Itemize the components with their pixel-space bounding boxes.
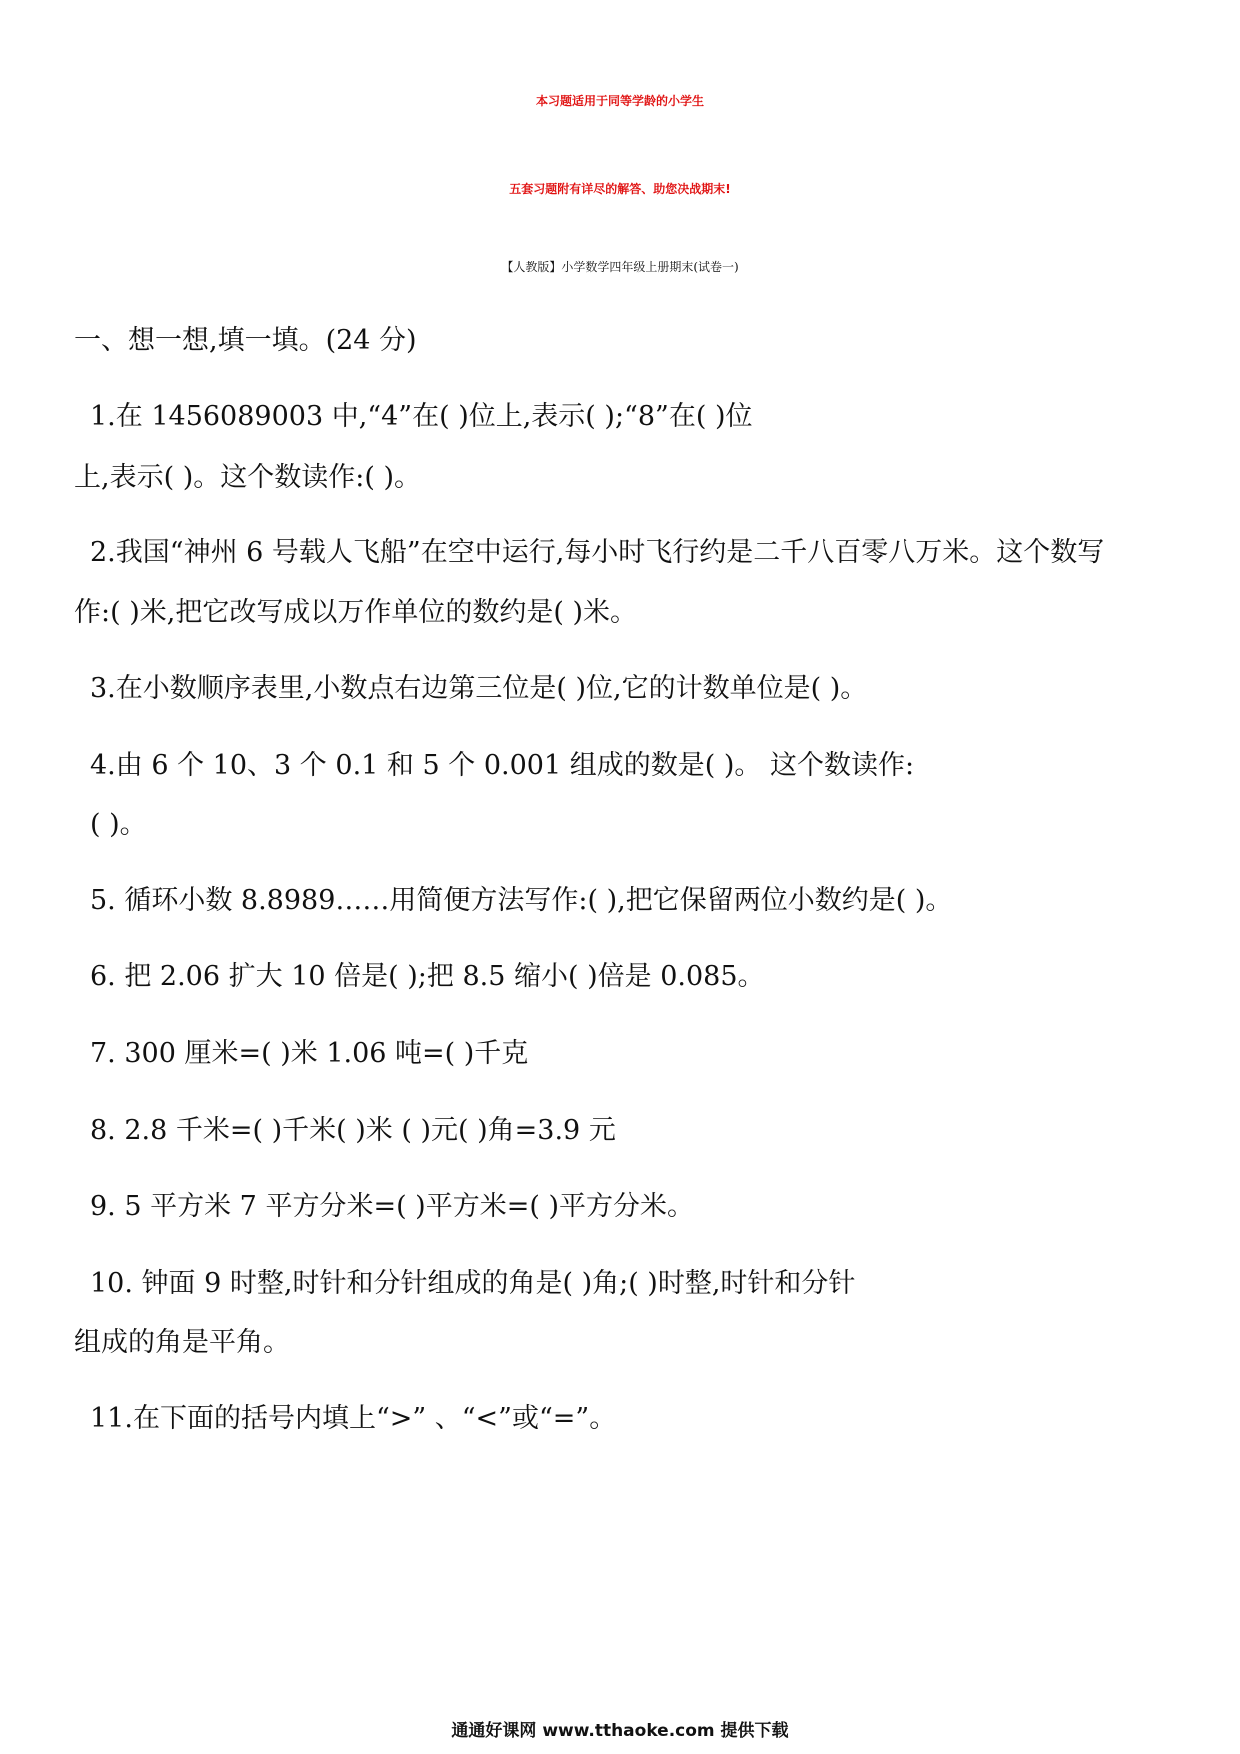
- question-1-line-2: 上,表示( )。这个数读作:( )。: [74, 462, 421, 493]
- exam-title: 【人教版】小学数学四年级上册期末(试卷一): [501, 260, 739, 274]
- question-9: 9. 5 平方米 7 平方分米=( )平方米=( )平方分米。: [90, 1191, 694, 1222]
- question-2-line-2: 作:( )米,把它改写成以万作单位的数约是( )米。: [74, 597, 637, 628]
- question-5: 5. 循环小数 8.8989……用简便方法写作:( ),把它保留两位小数约是( )。: [90, 885, 953, 916]
- notice-line-1: 本习题适用于同等学龄的小学生: [535, 94, 704, 108]
- question-6: 6. 把 2.06 扩大 10 倍是( );把 8.5 缩小( )倍是 0.085。: [90, 961, 765, 992]
- notice-line-2: 五套习题附有详尽的解答、助您决战期末!: [509, 182, 731, 196]
- question-10-line-2: 组成的角是平角。: [74, 1327, 290, 1358]
- question-4-line-1: 4.由 6 个 10、3 个 0.1 和 5 个 0.001 组成的数是( )。 这个数读作:: [90, 750, 915, 781]
- footer-source: 通通好课网 www.tthaoke.com 提供下载: [451, 1721, 789, 1741]
- question-7: 7. 300 厘米=( )米 1.06 吨=( )千克: [90, 1038, 529, 1069]
- question-1-line-1: 1.在 1456089003 中,“4”在( )位上,表示( );“8”在( )位: [90, 401, 753, 432]
- question-2-line-1: 2.我国“神州 6 号载人飞船”在空中运行,每小时飞行约是二千八百零八万米。这个数写: [90, 537, 1105, 568]
- question-8: 8. 2.8 千米=( )千米( )米 ( )元( )角=3.9 元: [90, 1115, 616, 1146]
- question-4-line-2: ( )。: [90, 809, 147, 840]
- section-heading: 一、想一想,填一填。(24 分): [74, 325, 417, 356]
- question-11: 11.在下面的括号内填上“>” 、“<”或“=”。: [90, 1403, 617, 1434]
- question-10-line-1: 10. 钟面 9 时整,时针和分针组成的角是( )角;( )时整,时针和分针: [90, 1268, 856, 1299]
- question-3: 3.在小数顺序表里,小数点右边第三位是( )位,它的计数单位是( )。: [90, 673, 868, 704]
